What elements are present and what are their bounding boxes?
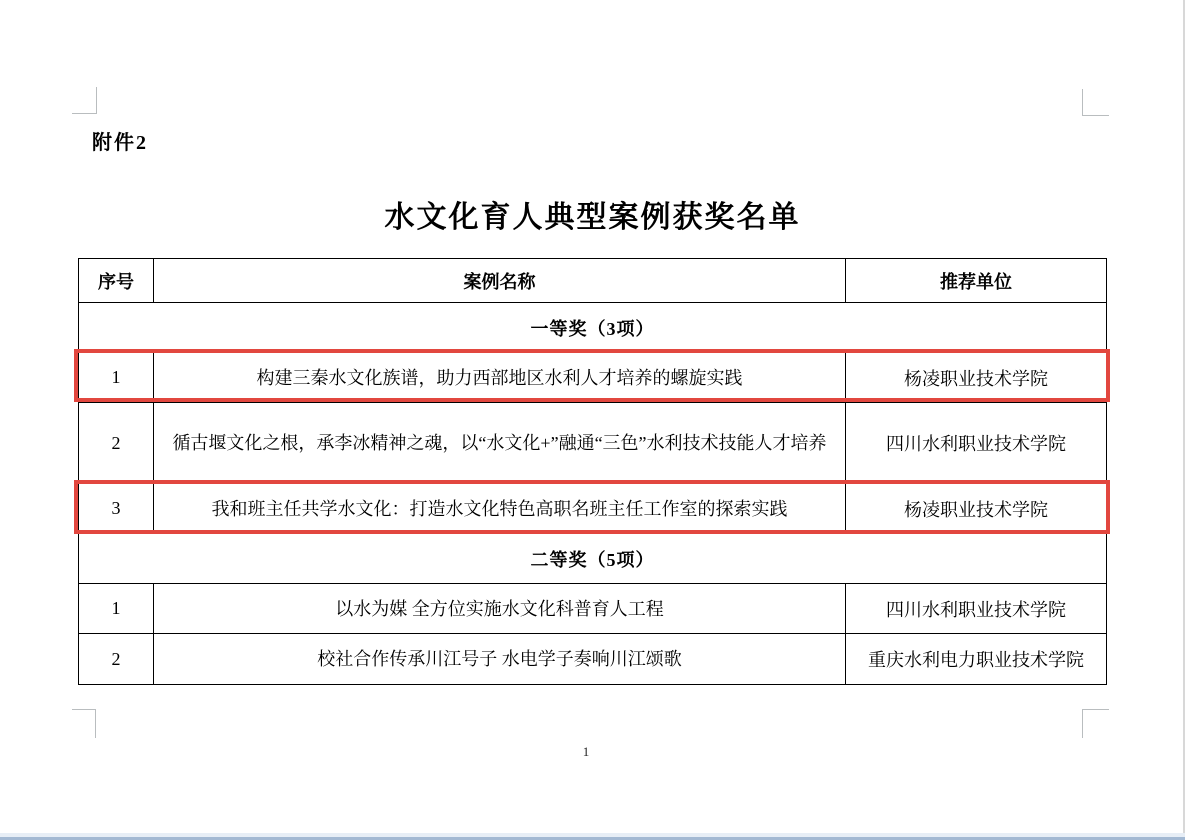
cell-unit: 杨凌职业技术学院 bbox=[846, 484, 1107, 534]
cell-case: 我和班主任共学水文化：打造水文化特色高职名班主任工作室的探索实践 bbox=[154, 484, 846, 534]
header-cell-case: 案例名称 bbox=[154, 259, 846, 303]
cell-no: 3 bbox=[79, 484, 154, 534]
cell-unit: 重庆水利电力职业技术学院 bbox=[846, 634, 1107, 685]
cell-case: 循古堰文化之根，承李冰精神之魂，以“水文化+”融通“三色”水利技术技能人才培养 bbox=[154, 403, 846, 484]
crop-mark-top-left bbox=[72, 87, 97, 114]
cell-unit: 四川水利职业技术学院 bbox=[846, 403, 1107, 484]
section-row-first-prize bbox=[79, 303, 1107, 353]
cell-no: 2 bbox=[79, 634, 154, 685]
attachment-label: 附件2 bbox=[92, 132, 148, 154]
section-label: 一等奖（3项） bbox=[79, 303, 1107, 353]
cell-case: 校社合作传承川江号子 水电学子奏响川江颂歌 bbox=[154, 634, 846, 685]
header-cell-no: 序号 bbox=[79, 259, 154, 303]
cell-no: 1 bbox=[79, 353, 154, 403]
crop-mark-bottom-right bbox=[1082, 709, 1109, 738]
crop-mark-top-right bbox=[1082, 89, 1109, 116]
cell-no: 2 bbox=[79, 403, 154, 484]
table-row bbox=[79, 403, 1107, 484]
page-title: 水文化育人典型案例获奖名单 bbox=[384, 201, 801, 234]
cell-unit: 杨凌职业技术学院 bbox=[846, 353, 1107, 403]
section-row-second-prize bbox=[79, 534, 1107, 584]
award-table bbox=[78, 258, 1107, 685]
award-table-container bbox=[78, 258, 1106, 685]
header-cell-unit: 推荐单位 bbox=[846, 259, 1107, 303]
table-row bbox=[79, 634, 1107, 685]
table-row bbox=[79, 484, 1107, 534]
cell-case: 以水为媒 全方位实施水文化科普育人工程 bbox=[154, 584, 846, 634]
cell-case: 构建三秦水文化族谱，助力西部地区水利人才培养的螺旋实践 bbox=[154, 353, 846, 403]
page-number: 1 bbox=[582, 744, 590, 759]
section-label: 二等奖（5项） bbox=[79, 534, 1107, 584]
table-row bbox=[79, 353, 1107, 403]
cell-no: 1 bbox=[79, 584, 154, 634]
crop-mark-bottom-left bbox=[72, 709, 96, 738]
table-header-row bbox=[79, 259, 1107, 303]
cell-unit: 四川水利职业技术学院 bbox=[846, 584, 1107, 634]
table-row bbox=[79, 584, 1107, 634]
